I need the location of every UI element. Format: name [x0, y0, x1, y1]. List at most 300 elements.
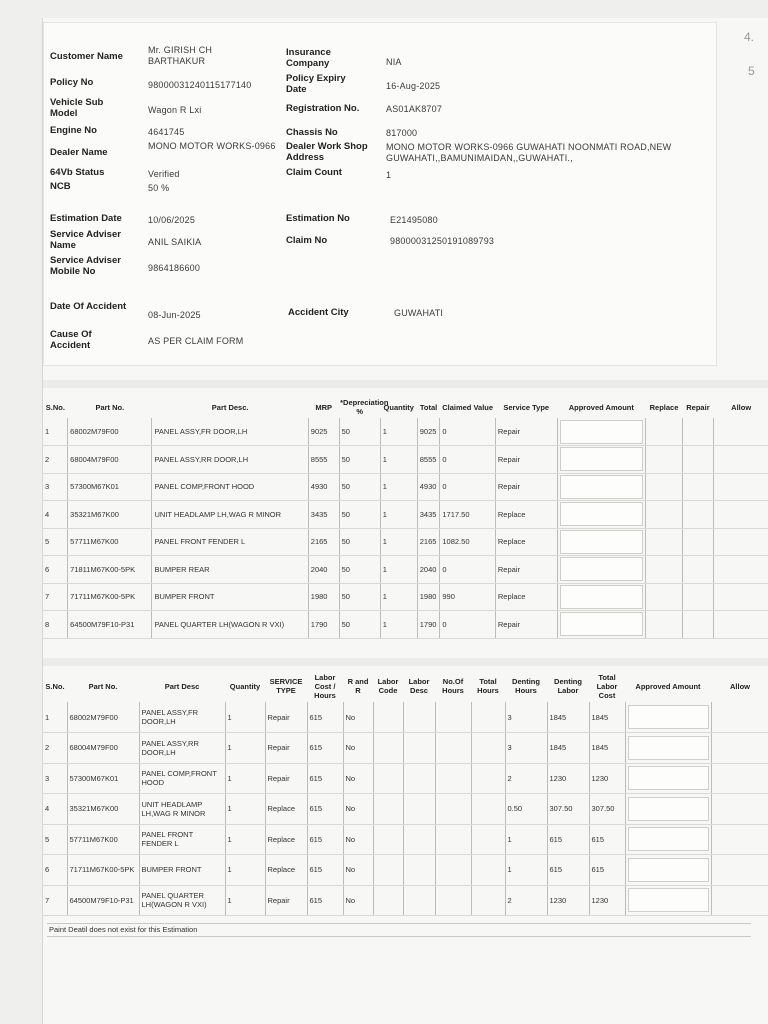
- section-divider: [43, 658, 768, 666]
- labor-cell: 1845: [547, 702, 589, 733]
- parts-empty-cell: [713, 583, 768, 611]
- parts-empty-cell: [683, 528, 714, 556]
- labor-header: Part Desc: [164, 681, 200, 691]
- parts-cell: 1: [380, 556, 417, 584]
- parts-cell: PANEL FRONT FENDER L: [152, 528, 308, 556]
- table-row: [43, 528, 768, 556]
- vb64-status-label: 64Vb Status: [50, 167, 105, 178]
- labor-cell: Repair: [265, 733, 307, 764]
- labor-cell: BUMPER FRONT: [139, 855, 225, 886]
- parts-cell: 9025: [308, 418, 339, 446]
- parts-header: Claimed Value: [442, 402, 494, 412]
- labor-cell: [373, 824, 403, 855]
- labor-cell: [373, 855, 403, 886]
- labor-cell: 615: [547, 855, 589, 886]
- labor-cell: [471, 855, 505, 886]
- parts-cell: 1: [380, 611, 417, 639]
- labor-cell: 71711M67K00-5PK: [67, 855, 139, 886]
- parts-cell: 68004M79F00: [68, 446, 152, 474]
- parts-cell: 1717.50: [440, 501, 496, 529]
- chassis-no-label: Chassis No: [286, 127, 338, 138]
- approved-amount-input[interactable]: [628, 736, 709, 760]
- labor-header: R and R: [347, 677, 369, 695]
- parts-empty-cell: [646, 583, 683, 611]
- labor-cell: 3: [505, 733, 547, 764]
- labor-cell: No: [343, 733, 373, 764]
- labor-cell: No: [343, 794, 373, 825]
- parts-input-cell: [557, 556, 645, 584]
- labor-cell: 307.50: [547, 794, 589, 825]
- parts-empty-cell: [713, 528, 768, 556]
- parts-input-cell: [557, 446, 645, 474]
- parts-empty-cell: [683, 501, 714, 529]
- labor-cell: 615: [307, 824, 343, 855]
- parts-cell: 1790: [308, 611, 339, 639]
- labor-cell: 307.50: [589, 794, 625, 825]
- labor-cell: 1845: [589, 702, 625, 733]
- parts-cell: 1: [380, 583, 417, 611]
- parts-cell: 1980: [308, 583, 339, 611]
- margin-mark: 5: [748, 64, 755, 78]
- parts-cell: 3: [43, 473, 68, 501]
- parts-cell: 5: [43, 528, 68, 556]
- labor-cell: 68002M79F00: [67, 702, 139, 733]
- labor-cell: [435, 794, 471, 825]
- dealer-name-label: Dealer Name: [50, 147, 108, 158]
- labor-cell: 615: [307, 885, 343, 916]
- accident-city-label: Accident City: [288, 307, 349, 318]
- parts-empty-cell: [683, 611, 714, 639]
- approved-amount-input[interactable]: [560, 612, 643, 636]
- parts-empty-cell: [683, 418, 714, 446]
- parts-cell: 0: [440, 473, 496, 501]
- labor-cell: [435, 733, 471, 764]
- labor-cell: 1230: [547, 763, 589, 794]
- table-row: [43, 702, 768, 733]
- parts-input-cell: [557, 528, 645, 556]
- parts-cell: 71711M67K00-5PK: [68, 583, 152, 611]
- parts-empty-cell: [713, 611, 768, 639]
- labor-cell: 64500M79F10-P31: [67, 885, 139, 916]
- table-row: [43, 418, 768, 446]
- ncb-label: NCB: [50, 181, 71, 192]
- parts-cell: 50: [339, 611, 380, 639]
- parts-cell: 1: [43, 418, 68, 446]
- parts-header: Quantity: [383, 402, 414, 412]
- labor-cell: [435, 763, 471, 794]
- parts-header: Part No.: [95, 402, 125, 412]
- labor-cell: 3: [505, 702, 547, 733]
- parts-empty-cell: [646, 446, 683, 474]
- table-row: [43, 473, 768, 501]
- labor-empty-cell: [711, 763, 768, 794]
- labor-cell: PANEL COMP,FRONT HOOD: [139, 763, 225, 794]
- labor-cell: 3: [43, 763, 67, 794]
- parts-cell: Repair: [495, 473, 557, 501]
- parts-cell: 1980: [417, 583, 440, 611]
- parts-cell: PANEL ASSY,FR DOOR,LH: [152, 418, 308, 446]
- labor-cell: 1230: [589, 885, 625, 916]
- ncb-value: 50 %: [148, 183, 170, 193]
- parts-cell: 50: [339, 501, 380, 529]
- parts-cell: 990: [440, 583, 496, 611]
- parts-cell: 4930: [417, 473, 440, 501]
- cause-of-accident-value: AS PER CLAIM FORM: [148, 336, 244, 346]
- labor-cell: Replace: [265, 824, 307, 855]
- labor-cell: 35321M67K00: [67, 794, 139, 825]
- parts-cell: 0: [440, 446, 496, 474]
- parts-cell: 50: [339, 583, 380, 611]
- parts-cell: BUMPER REAR: [152, 556, 308, 584]
- estimation-no-value: E21495080: [390, 215, 438, 225]
- parts-cell: 4: [43, 501, 68, 529]
- dealer-name-value: MONO MOTOR WORKS-0966: [148, 141, 276, 151]
- parts-cell: 8555: [417, 446, 440, 474]
- labor-cell: 1230: [547, 885, 589, 916]
- parts-empty-cell: [683, 446, 714, 474]
- claim-header-section: [43, 22, 717, 366]
- parts-table: [43, 396, 768, 639]
- parts-cell: 1: [380, 528, 417, 556]
- approved-amount-input[interactable]: [560, 557, 643, 581]
- parts-cell: 50: [339, 473, 380, 501]
- service-adviser-mobile-label: Service Adviser Mobile No: [50, 255, 121, 277]
- parts-input-cell: [557, 611, 645, 639]
- labor-cell: [403, 824, 435, 855]
- labor-cell: 2: [505, 885, 547, 916]
- parts-cell: 0: [440, 556, 496, 584]
- parts-cell: 8: [43, 611, 68, 639]
- parts-cell: 0: [440, 418, 496, 446]
- labor-cell: [373, 794, 403, 825]
- labor-cell: No: [343, 855, 373, 886]
- labor-cell: [403, 763, 435, 794]
- table-row: [43, 446, 768, 474]
- labor-input-cell: [625, 733, 711, 764]
- labor-cell: 615: [307, 794, 343, 825]
- parts-cell: Replace: [495, 528, 557, 556]
- labor-header: Labor Cost / Hours: [314, 672, 336, 700]
- parts-cell: PANEL COMP,FRONT HOOD: [152, 473, 308, 501]
- labor-cell: [403, 794, 435, 825]
- labor-empty-cell: [711, 824, 768, 855]
- parts-cell: 1082.50: [440, 528, 496, 556]
- parts-cell: 57300M67K01: [68, 473, 152, 501]
- labor-cell: 7: [43, 885, 67, 916]
- labor-header: Labor Desc: [408, 677, 430, 695]
- parts-cell: BUMPER FRONT: [152, 583, 308, 611]
- approved-amount-input[interactable]: [560, 420, 643, 444]
- engine-no-label: Engine No: [50, 125, 97, 136]
- labor-cell: [403, 733, 435, 764]
- claim-count-label: Claim Count: [286, 167, 342, 178]
- parts-header: *Depreciation %: [340, 398, 389, 416]
- approved-amount-input[interactable]: [560, 475, 643, 499]
- labor-cell: [471, 763, 505, 794]
- labor-empty-cell: [711, 794, 768, 825]
- vehicle-sub-model-value: Wagon R Lxi: [148, 105, 202, 115]
- labor-cell: 6: [43, 855, 67, 886]
- labor-cell: No: [343, 885, 373, 916]
- vehicle-sub-model-label: Vehicle Sub Model: [50, 97, 104, 119]
- parts-empty-cell: [713, 446, 768, 474]
- parts-cell: 4930: [308, 473, 339, 501]
- approved-amount-input[interactable]: [628, 705, 709, 729]
- labor-input-cell: [625, 855, 711, 886]
- parts-cell: 6: [43, 556, 68, 584]
- labor-cell: Repair: [265, 702, 307, 733]
- labor-empty-cell: [711, 885, 768, 916]
- engine-no-value: 4641745: [148, 127, 185, 137]
- labor-cell: [373, 885, 403, 916]
- approved-amount-input[interactable]: [560, 447, 643, 471]
- parts-header: Allow: [731, 402, 752, 412]
- service-adviser-name-value: ANIL SAIKIA: [148, 237, 202, 247]
- labor-cell: 1: [505, 824, 547, 855]
- parts-header: S.No.: [45, 402, 65, 412]
- approved-amount-input[interactable]: [560, 585, 643, 609]
- parts-empty-cell: [683, 583, 714, 611]
- customer-name-label: Customer Name: [50, 51, 123, 62]
- labor-cell: [435, 824, 471, 855]
- policy-no-value: 98000031240115177140: [148, 80, 252, 90]
- labor-cell: [471, 824, 505, 855]
- labor-header: Part No.: [88, 681, 118, 691]
- insurance-company-label: Insurance Company: [286, 47, 331, 69]
- labor-cell: 1: [225, 733, 265, 764]
- labor-cell: [471, 733, 505, 764]
- labor-cell: 1: [225, 885, 265, 916]
- labor-cell: PANEL QUARTER LH(WAGON R VXI): [139, 885, 225, 916]
- parts-cell: Repair: [495, 446, 557, 474]
- parts-cell: 3435: [308, 501, 339, 529]
- parts-empty-cell: [683, 556, 714, 584]
- section-divider: [43, 380, 768, 388]
- service-adviser-name-label: Service Adviser Name: [50, 229, 121, 251]
- labor-header: Quantity: [229, 681, 261, 691]
- customer-name-value: Mr. GIRISH CH BARTHAKUR: [148, 45, 213, 66]
- labor-input-cell: [625, 824, 711, 855]
- labor-header: Labor Code: [377, 677, 399, 695]
- estimation-no-label: Estimation No: [286, 213, 350, 224]
- parts-header: Approved Amount: [568, 402, 634, 412]
- labor-cell: Replace: [265, 855, 307, 886]
- labor-header: SERVICE TYPE: [269, 677, 303, 695]
- parts-cell: PANEL ASSY,RR DOOR,LH: [152, 446, 308, 474]
- estimation-date-value: 10/06/2025: [148, 215, 196, 225]
- parts-header: MRP: [315, 402, 333, 412]
- labor-cell: 615: [307, 702, 343, 733]
- registration-no-label: Registration No.: [286, 103, 360, 114]
- labor-cell: PANEL FRONT FENDER L: [139, 824, 225, 855]
- labor-cell: [373, 763, 403, 794]
- labor-header: Total Hours: [477, 677, 499, 695]
- labor-cell: Repair: [265, 763, 307, 794]
- labor-cell: Repair: [265, 885, 307, 916]
- parts-empty-cell: [646, 556, 683, 584]
- labor-cell: 1230: [589, 763, 625, 794]
- table-row: [43, 885, 768, 916]
- dealer-work-shop-address-label: Dealer Work Shop Address: [286, 141, 368, 163]
- approved-amount-input[interactable]: [560, 530, 643, 554]
- parts-cell: 7: [43, 583, 68, 611]
- labor-cell: 615: [307, 763, 343, 794]
- approved-amount-input[interactable]: [628, 766, 709, 790]
- labor-cell: No: [343, 763, 373, 794]
- accident-city-value: GUWAHATI: [394, 308, 444, 318]
- parts-cell: 3435: [417, 501, 440, 529]
- labor-cell: [471, 702, 505, 733]
- parts-cell: Replace: [495, 583, 557, 611]
- parts-cell: PANEL QUARTER LH(WAGON R VXI): [152, 611, 308, 639]
- claim-no-label: Claim No: [286, 235, 328, 246]
- dealer-work-shop-address-value: MONO MOTOR WORKS-0966 GUWAHATI NOONMATI ROAD,NEW GUWAHATI,,BAMUNIMAIDAN,,GUWAHATI.,: [386, 142, 672, 163]
- parts-cell: 2: [43, 446, 68, 474]
- vb64-status-value: Verified: [148, 169, 180, 179]
- approved-amount-input[interactable]: [628, 888, 709, 912]
- policy-no-label: Policy No: [50, 77, 94, 88]
- table-row: [43, 794, 768, 825]
- labor-cell: [471, 794, 505, 825]
- labor-cell: [435, 702, 471, 733]
- labor-cell: 1: [225, 702, 265, 733]
- parts-cell: 1: [380, 446, 417, 474]
- parts-cell: 2165: [417, 528, 440, 556]
- policy-expiry-date-value: 16-Aug-2025: [386, 81, 441, 91]
- parts-cell: 64500M79F10-P31: [68, 611, 152, 639]
- labor-cell: UNIT HEADLAMP LH,WAG R MINOR: [139, 794, 225, 825]
- approved-amount-input[interactable]: [628, 797, 709, 821]
- labor-cell: 615: [589, 824, 625, 855]
- parts-header: Part Desc.: [211, 402, 249, 412]
- labor-cell: [471, 885, 505, 916]
- parts-cell: 50: [339, 528, 380, 556]
- parts-input-cell: [557, 418, 645, 446]
- labor-cell: No: [343, 824, 373, 855]
- labor-cell: [435, 855, 471, 886]
- parts-cell: 0: [440, 611, 496, 639]
- claim-no-value: 98000031250191089793: [390, 236, 495, 246]
- parts-cell: Repair: [495, 418, 557, 446]
- parts-empty-cell: [713, 473, 768, 501]
- labor-header: Denting Hours: [512, 677, 540, 695]
- parts-input-cell: [557, 473, 645, 501]
- labor-cell: 615: [307, 733, 343, 764]
- labor-cell: [435, 885, 471, 916]
- parts-cell: 8555: [308, 446, 339, 474]
- approved-amount-input[interactable]: [560, 502, 643, 526]
- labor-cell: [403, 855, 435, 886]
- table-row: [43, 763, 768, 794]
- labor-cell: [403, 885, 435, 916]
- parts-cell: 71811M67K00-5PK: [68, 556, 152, 584]
- labor-cell: 57300M67K01: [67, 763, 139, 794]
- table-row: [43, 556, 768, 584]
- labor-cell: 1: [225, 763, 265, 794]
- labor-header: S.No.: [45, 681, 65, 691]
- estimation-page: [42, 18, 768, 1024]
- date-of-accident-value: 08-Jun-2025: [148, 310, 201, 320]
- labor-empty-cell: [711, 855, 768, 886]
- parts-cell: 1: [380, 418, 417, 446]
- labor-cell: 2: [505, 763, 547, 794]
- claim-count-value: 1: [386, 170, 392, 180]
- labor-cell: 68004M79F00: [67, 733, 139, 764]
- parts-empty-cell: [713, 418, 768, 446]
- approved-amount-input[interactable]: [628, 827, 709, 851]
- parts-cell: 57711M67K00: [68, 528, 152, 556]
- labor-cell: 57711M67K00: [67, 824, 139, 855]
- labor-input-cell: [625, 702, 711, 733]
- parts-header: Repair: [686, 402, 710, 412]
- parts-input-cell: [557, 501, 645, 529]
- labor-cell: Replace: [265, 794, 307, 825]
- labor-input-cell: [625, 763, 711, 794]
- labor-cell: 2: [43, 733, 67, 764]
- labor-cell: 4: [43, 794, 67, 825]
- parts-cell: 1790: [417, 611, 440, 639]
- cause-of-accident-label: Cause Of Accident: [50, 329, 92, 351]
- labor-cell: 1845: [547, 733, 589, 764]
- labor-header: Allow: [730, 681, 750, 691]
- table-row: [43, 583, 768, 611]
- parts-empty-cell: [713, 556, 768, 584]
- approved-amount-input[interactable]: [628, 858, 709, 882]
- labor-cell: 1: [225, 855, 265, 886]
- labor-input-cell: [625, 794, 711, 825]
- labor-header: Denting Labor: [554, 677, 582, 695]
- labor-cell: 1: [225, 794, 265, 825]
- labor-cell: 615: [589, 855, 625, 886]
- labor-cell: No: [343, 702, 373, 733]
- date-of-accident-label: Date Of Accident: [50, 301, 127, 312]
- parts-cell: Repair: [495, 556, 557, 584]
- parts-cell: Replace: [495, 501, 557, 529]
- parts-header: Total: [419, 402, 438, 412]
- parts-cell: Repair: [495, 611, 557, 639]
- labor-header: Approved Amount: [635, 681, 701, 691]
- parts-cell: 35321M67K00: [68, 501, 152, 529]
- parts-cell: 2040: [417, 556, 440, 584]
- parts-cell: 50: [339, 446, 380, 474]
- parts-empty-cell: [646, 501, 683, 529]
- chassis-no-value: 817000: [386, 128, 418, 138]
- parts-empty-cell: [646, 473, 683, 501]
- table-row: [43, 733, 768, 764]
- labor-cell: 5: [43, 824, 67, 855]
- labor-cell: 1: [225, 824, 265, 855]
- registration-no-value: AS01AK8707: [386, 104, 443, 114]
- labor-cell: 0.50: [505, 794, 547, 825]
- estimation-date-label: Estimation Date: [50, 213, 122, 224]
- labor-empty-cell: [711, 733, 768, 764]
- parts-empty-cell: [646, 528, 683, 556]
- paint-detail-note: Paint Deatil does not exist for this Estimation: [47, 923, 751, 937]
- labor-input-cell: [625, 885, 711, 916]
- service-adviser-mobile-value: 9864186600: [148, 263, 201, 273]
- labor-cell: 1: [505, 855, 547, 886]
- labor-cell: PANEL ASSY,FR DOOR,LH: [139, 702, 225, 733]
- labor-cell: 615: [547, 824, 589, 855]
- parts-header: Service Type: [503, 402, 550, 412]
- parts-empty-cell: [646, 418, 683, 446]
- parts-cell: 2165: [308, 528, 339, 556]
- table-row: [43, 501, 768, 529]
- parts-cell: 9025: [417, 418, 440, 446]
- labor-cell: [373, 702, 403, 733]
- margin-mark: 4.: [744, 30, 755, 44]
- labor-cell: 1845: [589, 733, 625, 764]
